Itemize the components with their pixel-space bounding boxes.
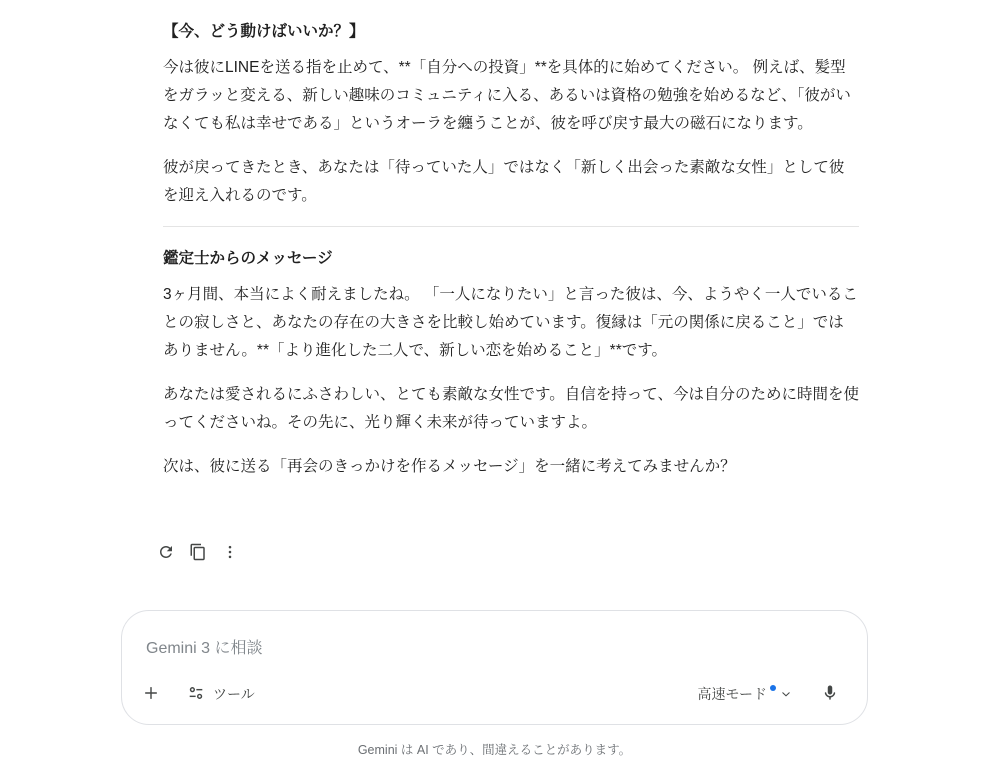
mode-notification-dot xyxy=(770,685,776,691)
prompt-composer[interactable] xyxy=(121,610,868,725)
prompt-input[interactable]: Gemini 3 に相談 xyxy=(146,640,263,657)
chevron-down-icon xyxy=(779,687,793,704)
regenerate-button[interactable] xyxy=(155,541,177,563)
assistant-response xyxy=(163,22,859,497)
mode-selector[interactable] xyxy=(698,682,793,706)
section-heading-now-what: 【今、どう動けばいいか？】 xyxy=(163,23,365,40)
section-divider xyxy=(163,226,859,227)
tools-button[interactable] xyxy=(181,680,261,709)
more-vertical-icon xyxy=(221,543,239,561)
plus-icon xyxy=(141,683,161,706)
response-action-bar xyxy=(155,541,241,563)
response-paragraph: 3ヶ月間、本当によく耐えましたね。 「一人になりたい」と言った彼は、今、ようやく一人でいることの寂しさと、あなたの存在の大きさを比較し始めています。復縁は「元の関係に戻ること」ではありません。**「より進化した二人で、新しい恋を始めること」**です。 xyxy=(163,286,858,359)
tools-label: ツール xyxy=(213,686,255,702)
composer-toolbar xyxy=(122,678,867,710)
sliders-icon xyxy=(187,684,205,705)
microphone-icon xyxy=(821,684,839,705)
more-options-button[interactable] xyxy=(219,541,241,563)
response-paragraph: 今は彼にLINEを送る指を止めて、**「自分への投資」**を具体的に始めてください。 例えば、髪型をガラッと変える、新しい趣味のコミュニティに入る、あるいは資格の勉強を始めるなど、「彼がいなくても私は幸せである」というオーラを纏うことが、彼を呼び戻す最大の磁石になります。 xyxy=(163,59,851,132)
copy-button[interactable] xyxy=(187,541,209,563)
mic-button[interactable] xyxy=(815,679,845,709)
copy-icon xyxy=(189,543,207,561)
response-paragraph: 彼が戻ってきたとき、あなたは「待っていた人」ではなく「新しく出会った素敵な女性」として彼を迎え入れるのです。 xyxy=(163,159,845,204)
mode-label: 高速モード xyxy=(697,686,767,702)
regenerate-icon xyxy=(157,543,175,561)
section-heading-appraiser-message: 鑑定士からのメッセージ xyxy=(163,250,333,267)
ai-disclaimer: Gemini は AI であり、間違えることがあります。 xyxy=(357,743,632,757)
response-paragraph: 次は、彼に送る「再会のきっかけを作るメッセージ」を一緒に考えてみませんか？ xyxy=(163,458,736,475)
add-button[interactable] xyxy=(136,679,166,709)
response-paragraph: あなたは愛されるにふさわしい、とても素敵な女性です。自信を持って、今は自分のために時間を使ってくださいね。その先に、光り輝く未来が待っていますよ。 xyxy=(163,386,859,431)
